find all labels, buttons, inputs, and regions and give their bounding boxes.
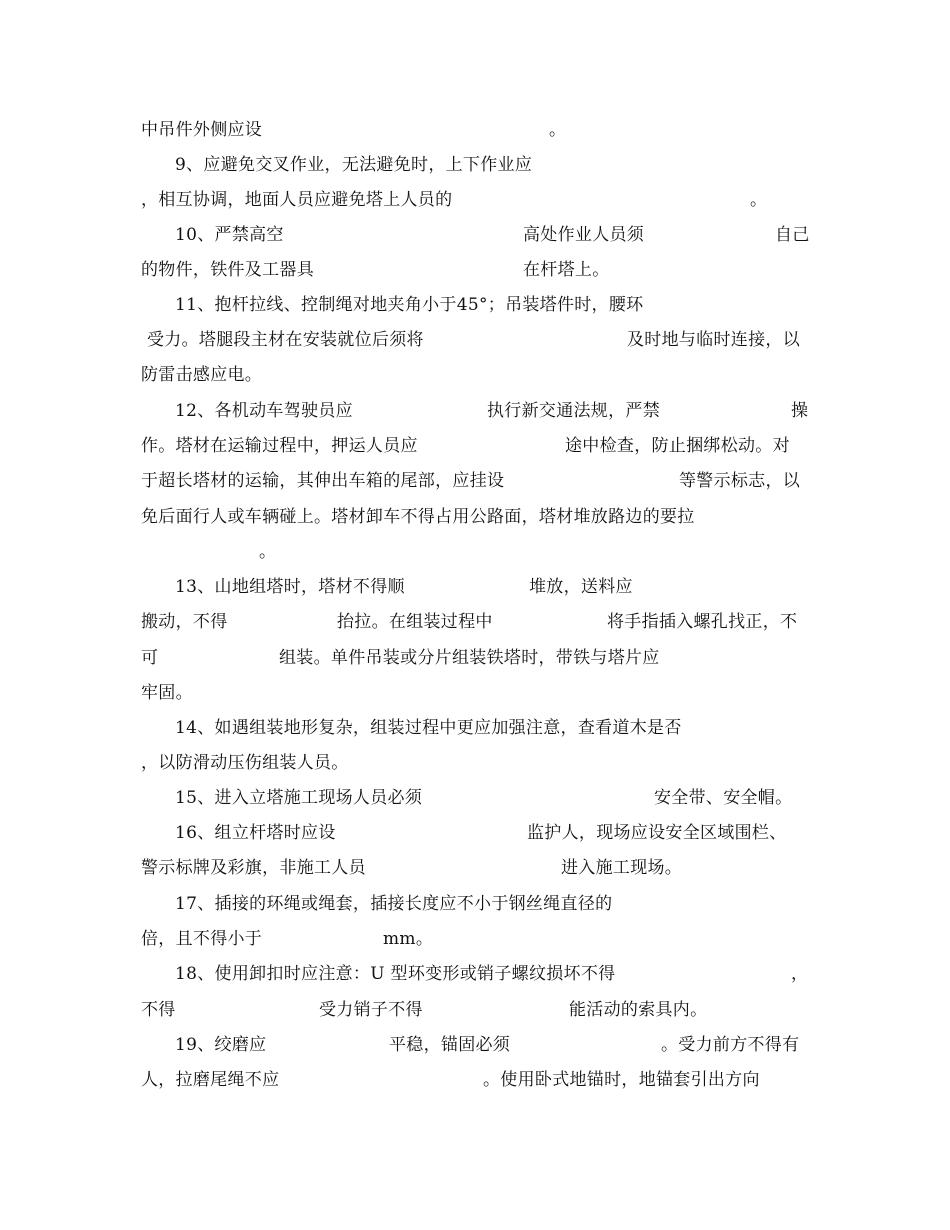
text-line: 不得 — [141, 1000, 176, 1020]
text-line: 将手指插入螺孔找正，不 — [607, 612, 798, 632]
text-line: 9、应避免交叉作业，无法避免时，上下作业应 — [175, 155, 533, 175]
text-line: 13、山地组塔时，塔材不得顺 — [175, 577, 405, 597]
text-line: 作。塔材在运输过程中，押运人员应 — [141, 436, 418, 456]
text-line: 人，拉磨尾绳不应 — [141, 1070, 280, 1090]
text-line: 能活动的索具内。 — [569, 1000, 708, 1020]
text-line: 受力。塔腿段主材在安装就位后须将 — [147, 330, 424, 350]
text-line: mm。 — [383, 929, 434, 949]
text-line: 及时地与临时连接，以 — [627, 330, 800, 350]
text-line: 进入施工现场。 — [561, 858, 683, 878]
text-line: 10、严禁高空 — [175, 225, 284, 245]
text-line: 等警示标志，以 — [679, 471, 801, 491]
text-line: 15、进入立塔施工现场人员必须 — [175, 788, 423, 808]
text-line: 在杆塔上。 — [523, 260, 610, 280]
text-line: 于超长塔材的运输，其伸出车箱的尾部，应挂设 — [141, 471, 505, 491]
text-line: 11、抱杆拉线、控制绳对地夹角小于45°；吊装塔件时，腰环 — [175, 295, 644, 315]
text-line: 自己 — [775, 225, 810, 245]
text-line: 倍，且不得小于 — [141, 929, 263, 949]
text-line: 。使用卧式地锚时，地锚套引出方向 — [483, 1070, 760, 1090]
text-line: 16、组立杆塔时应设 — [175, 823, 336, 843]
text-line: 中吊件外侧应设 — [141, 120, 263, 140]
text-line: 的物件，铁件及工器具 — [141, 260, 314, 280]
text-line: 警示标牌及彩旗，非施工人员 — [141, 858, 366, 878]
text-line: 平稳，锚固必须 — [389, 1035, 511, 1055]
text-line: 牢固。 — [141, 683, 193, 703]
text-line: 12、各机动车驾驶员应 — [175, 401, 353, 421]
text-line: 。 — [750, 190, 768, 210]
text-line: 防雷击感应电。 — [141, 365, 263, 385]
text-line: 受力销子不得 — [319, 1000, 423, 1020]
text-line: 17、插接的环绳或绳套，插接长度应不小于钢丝绳直径的 — [175, 894, 613, 914]
text-line: 。 — [259, 542, 277, 562]
text-line: 监护人，现场应设安全区域围栏、 — [527, 823, 787, 843]
text-line: 可 — [141, 648, 159, 668]
text-line: ， — [791, 964, 809, 984]
text-line: 免后面行人或车辆碰上。塔材卸车不得占用公路面，塔材堆放路边的要拉 — [141, 507, 695, 527]
text-line: 搬动，不得 — [141, 612, 228, 632]
text-line: ，相互协调，地面人员应避免塔上人员的 — [141, 190, 453, 210]
text-line: 操 — [791, 401, 809, 421]
text-line: 18、使用卸扣时应注意：U 型环变形或销子螺纹损坏不得 — [175, 964, 616, 984]
text-line: 组装。单件吊装或分片组装铁塔时，带铁与塔片应 — [279, 648, 660, 668]
text-line: 执行新交通法规，严禁 — [487, 401, 660, 421]
text-line: 安全带、安全帽。 — [654, 788, 793, 808]
text-line: 堆放，送料应 — [529, 577, 633, 597]
text-line: 19、绞磨应 — [175, 1035, 267, 1055]
text-line: 14、如遇组装地形复杂，组装过程中更应加强注意，查看道木是否 — [175, 718, 682, 738]
text-line: 。受力前方不得有 — [661, 1035, 800, 1055]
text-line: 途中检查，防止捆绑松动。对 — [565, 436, 790, 456]
text-line: ，以防滑动压伤组装人员。 — [141, 753, 349, 773]
text-line: 高处作业人员须 — [523, 225, 645, 245]
text-line: 。 — [549, 120, 567, 140]
text-line: 抬拉。在组装过程中 — [337, 612, 493, 632]
